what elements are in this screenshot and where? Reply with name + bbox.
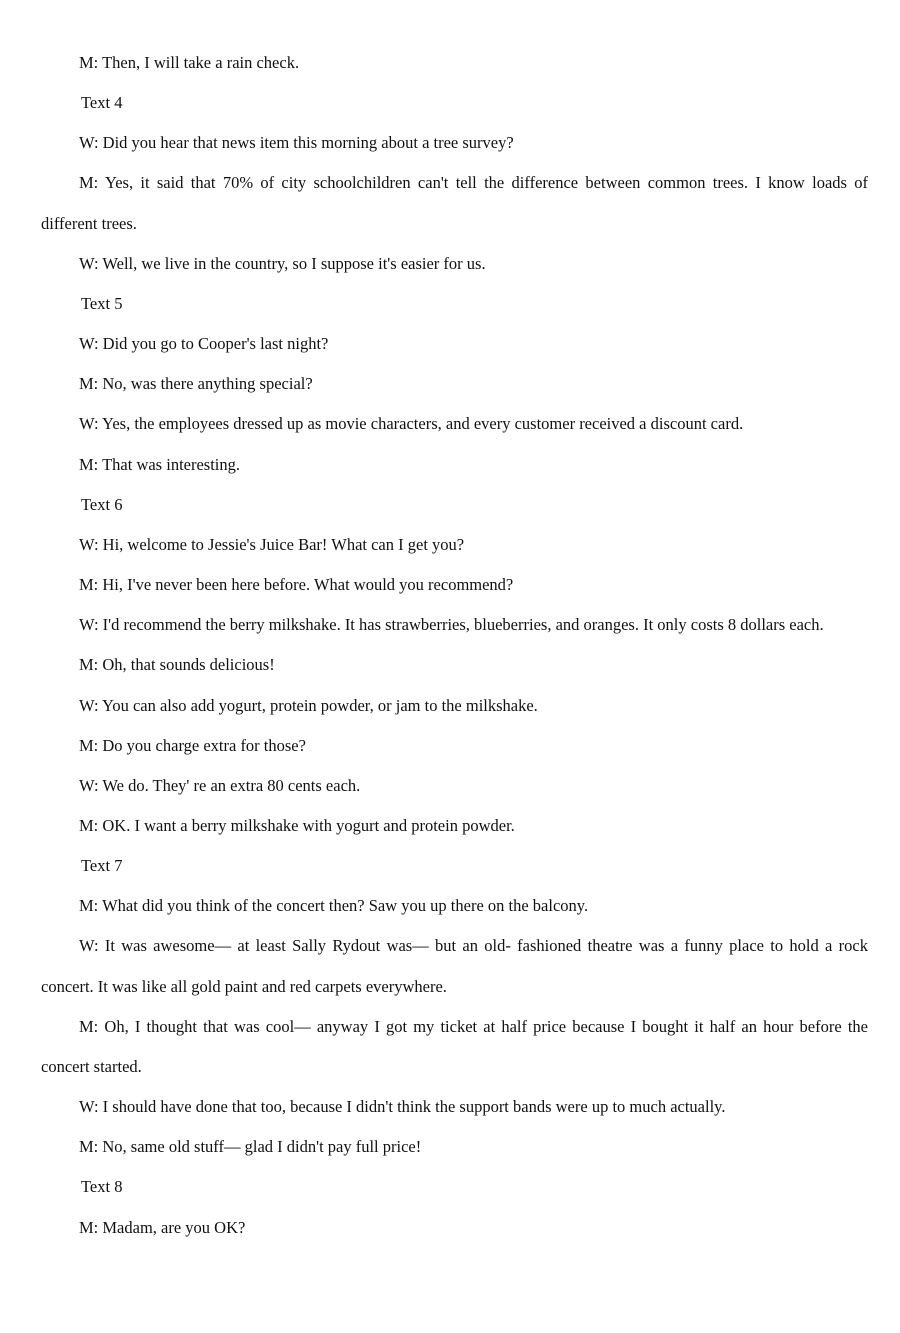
dialogue-line: M: Madam, are you OK? [79, 1217, 246, 1237]
dialogue-line: M: Do you charge extra for those? [79, 735, 306, 755]
dialogue-line: M: No, same old stuff— glad I didn't pay full price! [79, 1137, 422, 1157]
dialogue-line: M: No, was there anything special? [79, 374, 313, 394]
section-heading: Text 7 [81, 856, 123, 876]
dialogue-line: M: Yes, it said that 70% of city schoolchildren can't tell the difference between common trees. I know loads of different trees. [41, 173, 868, 233]
section-heading: Text 4 [81, 93, 123, 113]
dialogue-line: M: That was interesting. [79, 454, 241, 474]
section-heading: Text 8 [81, 1177, 123, 1197]
dialogue-line: W: You can also add yogurt, protein powder, or jam to the milkshake. [79, 695, 538, 715]
section-heading: Text 6 [81, 494, 123, 514]
dialogue-line: W: Well, we live in the country, so I suppose it's easier for us. [79, 253, 486, 273]
dialogue-line: M: OK. I want a berry milkshake with yogurt and protein powder. [79, 815, 515, 835]
dialogue-line: W: I'd recommend the berry milkshake. It has strawberries, blueberries, and oranges. It only costs 8 dollars each. [79, 615, 824, 635]
dialogue-line: W: Did you hear that news item this morning about a tree survey? [79, 133, 514, 153]
dialogue-line: W: We do. They' re an extra 80 cents each. [79, 775, 361, 795]
dialogue-line: M: Oh, that sounds delicious! [79, 655, 275, 675]
dialogue-line: M: Hi, I've never been here before. What would you recommend? [79, 575, 514, 595]
dialogue-line: M: What did you think of the concert then? Saw you up there on the balcony. [79, 896, 589, 916]
dialogue-line: W: I should have done that too, because I didn't think the support bands were up to much actually. [79, 1097, 726, 1117]
dialogue-line: M: Oh, I thought that was cool— anyway I got my ticket at half price because I bought it half an hour before the concert started. [41, 1016, 868, 1076]
dialogue-line: W: Hi, welcome to Jessie's Juice Bar! What can I get you? [79, 534, 465, 554]
section-heading: Text 5 [81, 293, 123, 313]
dialogue-line: W: Did you go to Cooper's last night? [79, 334, 329, 354]
dialogue-line: W: It was awesome— at least Sally Rydout was— but an old- fashioned theatre was a funny place to hold a rock concert. It was like all gold paint and red carpets everywhere. [41, 936, 868, 996]
dialogue-line: W: Yes, the employees dressed up as movie characters, and every customer received a discount card. [79, 414, 744, 434]
dialogue-line: M: Then, I will take a rain check. [79, 53, 300, 72]
